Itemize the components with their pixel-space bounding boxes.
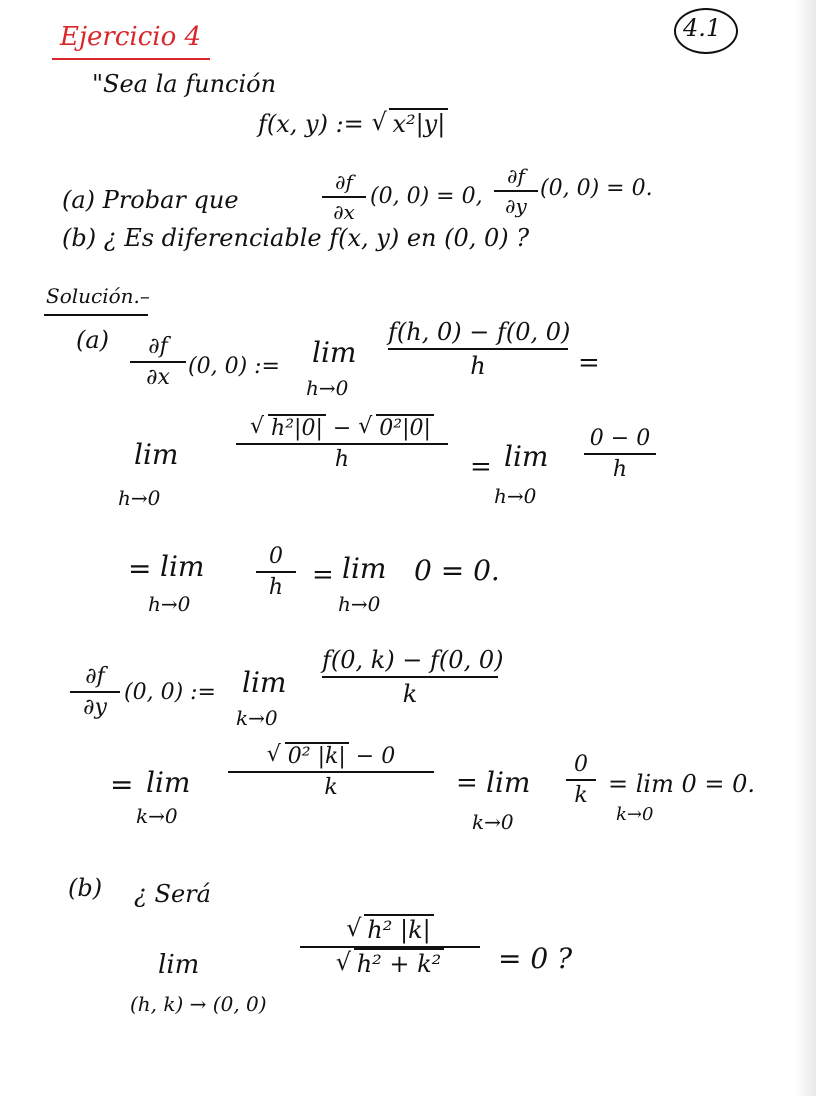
dx-line2-minus: − [332, 416, 352, 441]
dx-equals-4: = [312, 560, 334, 590]
b-lim: lim [158, 950, 200, 980]
dx-line2-den: h [334, 447, 350, 472]
dx-lim-2: lim [134, 438, 179, 471]
part-a-dfdy-den: ∂y [505, 194, 527, 218]
solution-heading: Solución.– [46, 284, 150, 308]
exercise-title-underline [52, 58, 210, 60]
b-tail: = 0 ? [498, 942, 573, 975]
dx-def-num: f(h, 0) − f(0, 0) [388, 318, 571, 346]
dx-equals-1: = [578, 348, 600, 378]
dy-lim-1: lim [242, 666, 287, 699]
part-a-label: (a) Probar que [62, 186, 239, 214]
dx-def-den: h [470, 352, 486, 380]
dx-line2-fraction-2: 0 − 0 h [584, 426, 656, 482]
dy-line2-tail: = lim 0 = 0. [608, 770, 756, 798]
dx-den: ∂x [146, 365, 170, 390]
dy-lim-3-sub: k→0 [472, 810, 514, 834]
dx-line3-fraction: 0 h [256, 544, 296, 600]
radical-icon: √ [358, 414, 373, 439]
dy-num: ∂f [85, 664, 105, 689]
radical-icon: √ [371, 108, 387, 136]
part-a-dfdx-num: ∂f [335, 170, 353, 194]
dx-lim-1-sub: h→0 [306, 376, 349, 400]
part-a-dfdx [322, 170, 366, 224]
dx-equals-3: = [128, 552, 152, 585]
dx-definition-fraction [388, 318, 571, 380]
dx-lim-4-sub: h→0 [148, 592, 191, 616]
dy-line2-minus-zero: − 0 [355, 744, 396, 769]
part-a-dfdx-rest: (0, 0) = 0, [370, 184, 483, 209]
part-b-statement: (b) ¿ Es diferenciable f(x, y) en (0, 0) ? [62, 224, 530, 252]
part-a-dfdy-rest: (0, 0) = 0. [540, 176, 653, 201]
b-fraction [300, 916, 480, 978]
b-num-sqrt: √ h² |k| [346, 916, 433, 944]
solution-heading-underline [44, 314, 148, 316]
dx-line3-tail: 0 = 0. [414, 554, 500, 587]
dx-line2-sqrt-b: √ 0²|0| [358, 416, 434, 441]
dy-lim-1-sub: k→0 [236, 706, 278, 730]
dy-def-num: f(0, k) − f(0, 0) [322, 646, 504, 674]
dy-lim-2-sub: k→0 [136, 804, 178, 828]
page-edge-shadow [794, 0, 816, 1096]
dy-def-den: k [402, 680, 418, 708]
radical-icon: √ [250, 414, 265, 439]
dy-equals-1: = [110, 768, 134, 801]
function-radicand: x²|y| [389, 108, 448, 138]
function-definition [258, 110, 448, 138]
dy-line2-sqrt: √ 0² |k| [267, 744, 349, 769]
dy-definition-fraction [322, 646, 504, 708]
radical-icon: √ [266, 742, 281, 767]
dx-lim-4: lim [160, 550, 205, 583]
dy-equals-2: = [456, 768, 478, 798]
radical-icon: √ [346, 914, 362, 942]
dy-point: (0, 0) := [124, 680, 216, 705]
b-den-sqrt: √ h² + k² [336, 950, 445, 978]
dx-lim-5-sub: h→0 [338, 592, 381, 616]
solution-b-question: ¿ Será [134, 880, 211, 908]
b-lim-sub: (h, k) → (0, 0) [130, 992, 267, 1016]
dx-equals-2: = [470, 452, 492, 482]
part-a-dfdy [494, 164, 538, 218]
dx-num: ∂f [148, 334, 168, 359]
dx-line2-fraction [236, 416, 448, 472]
dy-partial [70, 664, 120, 720]
exercise-title: Ejercicio 4 [60, 22, 202, 52]
dy-den: ∂y [83, 695, 107, 720]
function-lhs: f(x, y) := [258, 110, 364, 138]
dx-lim-5: lim [342, 552, 387, 585]
dy-lim-2: lim [146, 766, 191, 799]
solution-a-label: (a) [76, 326, 110, 354]
dy-line2-fraction-2: 0 k [566, 752, 596, 808]
dx-lim-1: lim [312, 336, 357, 369]
dx-line2-sqrt-a: √ h²|0| [250, 416, 326, 441]
solution-b-label: (b) [68, 874, 103, 902]
dx-lim-3-sub: h→0 [494, 484, 537, 508]
dx-lim-2-sub: h→0 [118, 486, 161, 510]
dy-line2-fraction: √ 0² |k| − 0 k [228, 744, 434, 800]
function-sqrt [371, 110, 448, 138]
dy-lim-4-sub: k→0 [616, 804, 654, 825]
dx-partial [130, 334, 186, 390]
problem-intro: "Sea la función [92, 70, 277, 98]
radical-icon: √ [335, 948, 351, 976]
dx-lim-3: lim [504, 440, 549, 473]
dy-lim-3: lim [486, 766, 531, 799]
dx-point: (0, 0) := [188, 354, 280, 379]
part-a-dfdy-num: ∂f [507, 164, 525, 188]
page-number: 4.1 [683, 14, 722, 42]
part-a-dfdx-den: ∂x [333, 200, 355, 224]
